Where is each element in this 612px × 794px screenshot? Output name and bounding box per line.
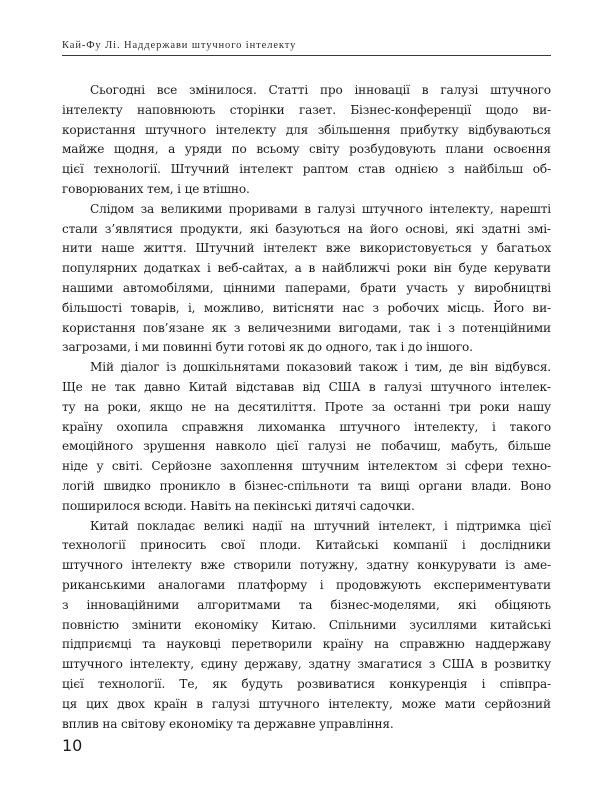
text-line: користання пов’язане як з величезними вигодами, так і з потенційними — [62, 320, 551, 335]
text-line: штучного інтелекту вже створили потужну, здатну конкурувати із аме- — [62, 558, 551, 573]
text-line: поширилося всюди. Навіть на пекінські дитячі садочки. — [62, 498, 415, 513]
paragraph — [62, 81, 551, 200]
text-line: користання штучного інтелекту для збільшення прибутку відбуваються — [62, 122, 551, 137]
text-line: повністю змінити економіку Китаю. Спільними зусиллями китайські — [62, 617, 551, 632]
text-line: популярних додатках і веб-сайтах, а в найближчі роки він буде керувати — [62, 261, 551, 276]
text-line: Сьогодні все змінилося. Статті про інновації в галузі штучного — [90, 83, 551, 97]
text-line: штучного інтелекту, єдину державу, здатну змагатися з США в розвитку — [62, 657, 551, 672]
text-line: ніде у світі. Серйозне захоплення штучним інтелектом зі сфери техно- — [62, 459, 551, 474]
paragraph — [62, 517, 551, 735]
text-line: ту на роки, якщо не на десятиліття. Проте за останні три роки нашу — [62, 399, 551, 414]
text-line: Слідом за великими проривами в галузі штучного інтелекту, нарешті — [90, 201, 551, 216]
running-header: Кай-Фу Лі. Наддержави штучного інтелекту — [62, 40, 297, 51]
text-line: підприємці та науковці перетворили країну на справжню наддержаву — [62, 637, 551, 652]
page-number: 10 — [62, 736, 83, 755]
text-line: вплив на світову економіку та державне управління. — [62, 716, 394, 731]
text-line: цієї технології. Штучний інтелект раптом став однією з найбільш об- — [62, 162, 551, 177]
paragraph — [62, 358, 551, 516]
text-line: більшості товарів, і, можливо, витісняти нас з робочих місць. Його ви- — [62, 300, 551, 315]
text-line: Мій діалог із дошкільнятами показовий також і тим, де він відбувся. — [90, 360, 551, 375]
header-divider — [62, 55, 551, 56]
text-line: нити наше життя. Штучний інтелект вже використовується у багатьох — [62, 241, 551, 256]
body-text — [62, 81, 551, 734]
text-line: логій швидко проникло в бізнес-спільноти та вищі органи влади. Воно — [62, 478, 551, 493]
paragraph — [62, 200, 551, 358]
text-line: говорюваних тем, і це втішно. — [62, 181, 250, 196]
text-line: Ще не так давно Китай відставав від США в галузі штучного інтелек- — [62, 379, 551, 394]
text-line: майже щодня, а уряди по всьому світу розбудовують плани освоєння — [62, 142, 551, 157]
text-line: Китай покладає великі надії на штучний інтелект, і підтримка цієї — [90, 518, 551, 533]
text-line: нашими автомобілями, цінними паперами, брати участь у виробництві — [62, 280, 551, 295]
text-line: ця цих двох країн в галузі штучного інтелекту, може мати серйозний — [62, 696, 551, 711]
text-line: емоційного зрушення навколо цієї галузі не побачиш, мабуть, більше — [62, 439, 551, 454]
text-line: стали з’являтися продукти, які базуються на його основі, які здатні змі- — [62, 221, 551, 236]
text-line: технології приносить свої плоди. Китайські компанії і дослідники — [62, 538, 551, 553]
text-line: країну охопила справжня лихоманка штучного інтелекту, і такого — [62, 419, 551, 434]
text-line: загрозами, і ми повинні бути готові як до одного, так і до іншого. — [62, 340, 473, 355]
text-line: інтелекту наповнюють сторінки газет. Бізнес-конференції щодо ви- — [62, 102, 551, 117]
text-line: з інноваційними алгоритмами та бізнес-моделями, які обіцяють — [62, 597, 551, 612]
text-line: риканськими аналогами платформу і продовжують експериментувати — [62, 577, 551, 592]
text-line: цієї технології. Те, як будуть розвиватися конкуренція і співпра- — [62, 676, 551, 691]
